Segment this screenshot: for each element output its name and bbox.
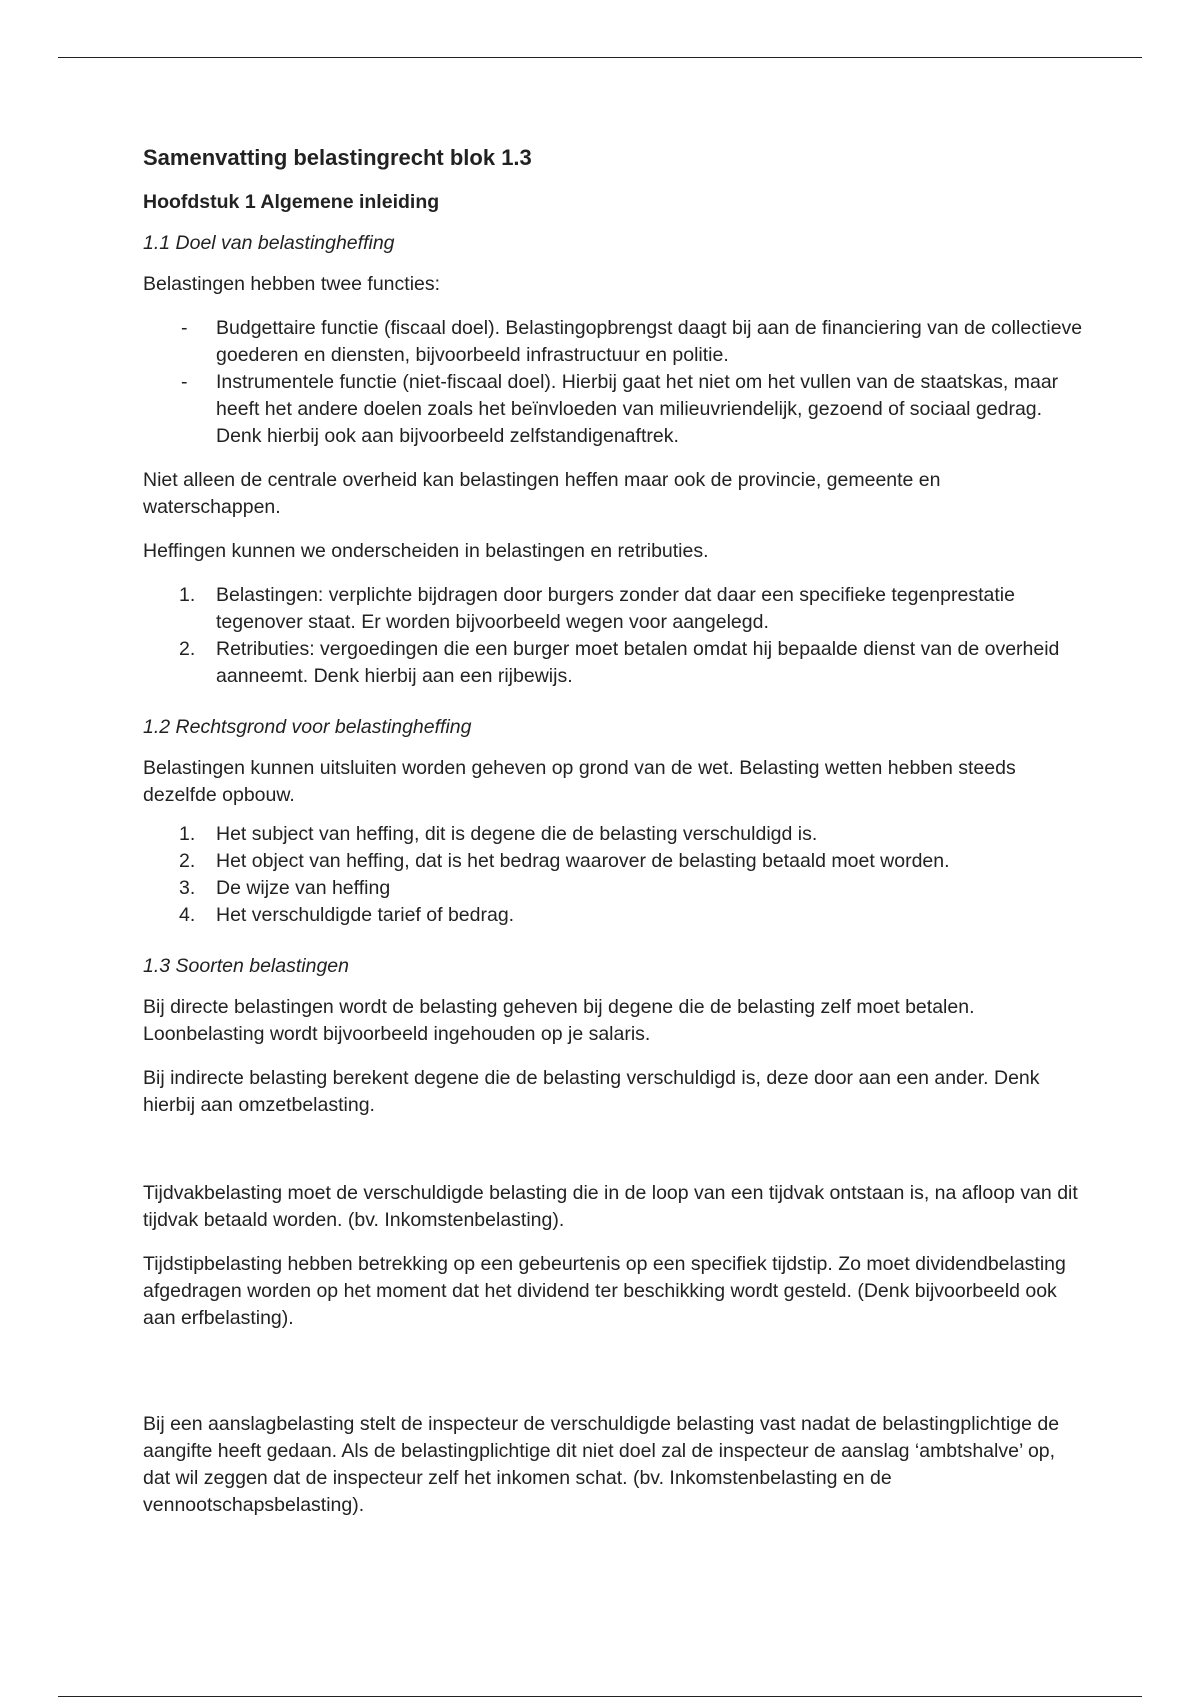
numbered-list [143,821,1083,929]
paragraph: Tijdstipbelasting hebben betrekking op een gebeurtenis op een specifiek tijdstip. Zo moet dividendbelasting afgedragen worden op het moment dat het dividend ter beschikking wordt gesteld. (Denk bijvoorbeeld ook aan erfbelasting). [143,1253,1066,1329]
list-item: - Instrumentele functie (niet-fiscaal doel). Hierbij gaat het niet om het vullen van de staatskas, maar heeft het andere doelen zoals het beïnvloeden van milieuvriendelijk, gezoend of sociaal gedrag. Denk hierbij ook aan bijvoorbeeld zelfstandigenaftrek. [181,371,1059,447]
numbered-list [143,582,1083,690]
number-marker: 2. [179,850,196,872]
paragraph: Belastingen kunnen uitsluiten worden geheven op grond van de wet. Belasting wetten hebben steeds dezelfde opbouw. [143,757,1016,806]
number-marker: 3. [179,877,196,899]
spacer [143,1349,1083,1411]
spacer [143,1136,1083,1180]
list-item: - Budgettaire functie (fiscaal doel). Belastingopbrengst daagt bij aan de financiering van de collectieve goederen en diensten, bijvoorbeeld infrastructuur en politie. [181,317,1083,366]
bullet-list [143,315,1083,450]
list-item: 2. Het object van heffing, dat is het bedrag waarover de belasting betaald moet worden. [143,848,1083,875]
section-heading-1-3: 1.3 Soorten belastingen [143,955,349,977]
number-marker: 1. [179,584,196,606]
number-marker: 2. [179,638,196,660]
paragraph: Bij een aanslagbelasting stelt de inspecteur de verschuldigde belasting vast nadat de belastingplichtige de aangifte heeft gedaan. Als de belastingplichtige dit niet doel zal de inspecteur de aanslag ‘ambtshalve’ op, dat wil zeggen dat de inspecteur zelf het inkomen schat. (bv. Inkomstenbelasting en de vennootschapsbelasting). [143,1413,1060,1516]
header-rule [58,57,1142,58]
number-marker: 4. [179,904,196,926]
list-item: 3. De wijze van heffing [143,875,1083,902]
number-marker: 1. [179,823,196,845]
chapter-heading: Hoofdstuk 1 Algemene inleiding [143,191,440,213]
paragraph: Belastingen hebben twee functies: [143,273,441,295]
paragraph: Bij indirecte belasting berekent degene die de belasting verschuldigd is, deze door aan een ander. Denk hierbij aan omzetbelasting. [143,1067,1040,1116]
paragraph: Tijdvakbelasting moet de verschuldigde belasting die in de loop van een tijdvak ontstaan is, na afloop van dit tijdvak betaald worden. (bv. Inkomstenbelasting). [143,1182,1078,1231]
section-heading-1-1: 1.1 Doel van belastingheffing [143,232,395,254]
paragraph: Heffingen kunnen we onderscheiden in belastingen en retributies. [143,540,709,562]
list-item: 1. Belastingen: verplichte bijdragen door burgers zonder dat daar een specifieke tegenprestatie tegenover staat. Er worden bijvoorbeeld wegen voor aangelegd. [179,584,1015,633]
bullet-marker: - [181,317,188,339]
list-item: 4. Het verschuldigde tarief of bedrag. [143,902,1083,929]
footer-rule [58,1696,1142,1697]
list-item: 1. Het subject van heffing, dit is degene die de belasting verschuldigd is. [143,821,1083,848]
paragraph: Niet alleen de centrale overheid kan belastingen heffen maar ook de provincie, gemeente en waterschappen. [143,469,941,518]
document-title: Samenvatting belastingrecht blok 1.3 [143,145,532,170]
section-heading-1-2: 1.2 Rechtsgrond voor belastingheffing [143,716,472,738]
paragraph: Bij directe belastingen wordt de belasting geheven bij degene die de belasting zelf moet betalen. Loonbelasting wordt bijvoorbeeld ingehouden op je salaris. [143,996,975,1045]
list-item: 2. Retributies: vergoedingen die een burger moet betalen omdat hij bepaalde dienst van de overheid aanneemt. Denk hierbij aan een rijbewijs. [179,638,1060,687]
bullet-marker: - [181,371,188,393]
document-body [143,143,1083,1536]
